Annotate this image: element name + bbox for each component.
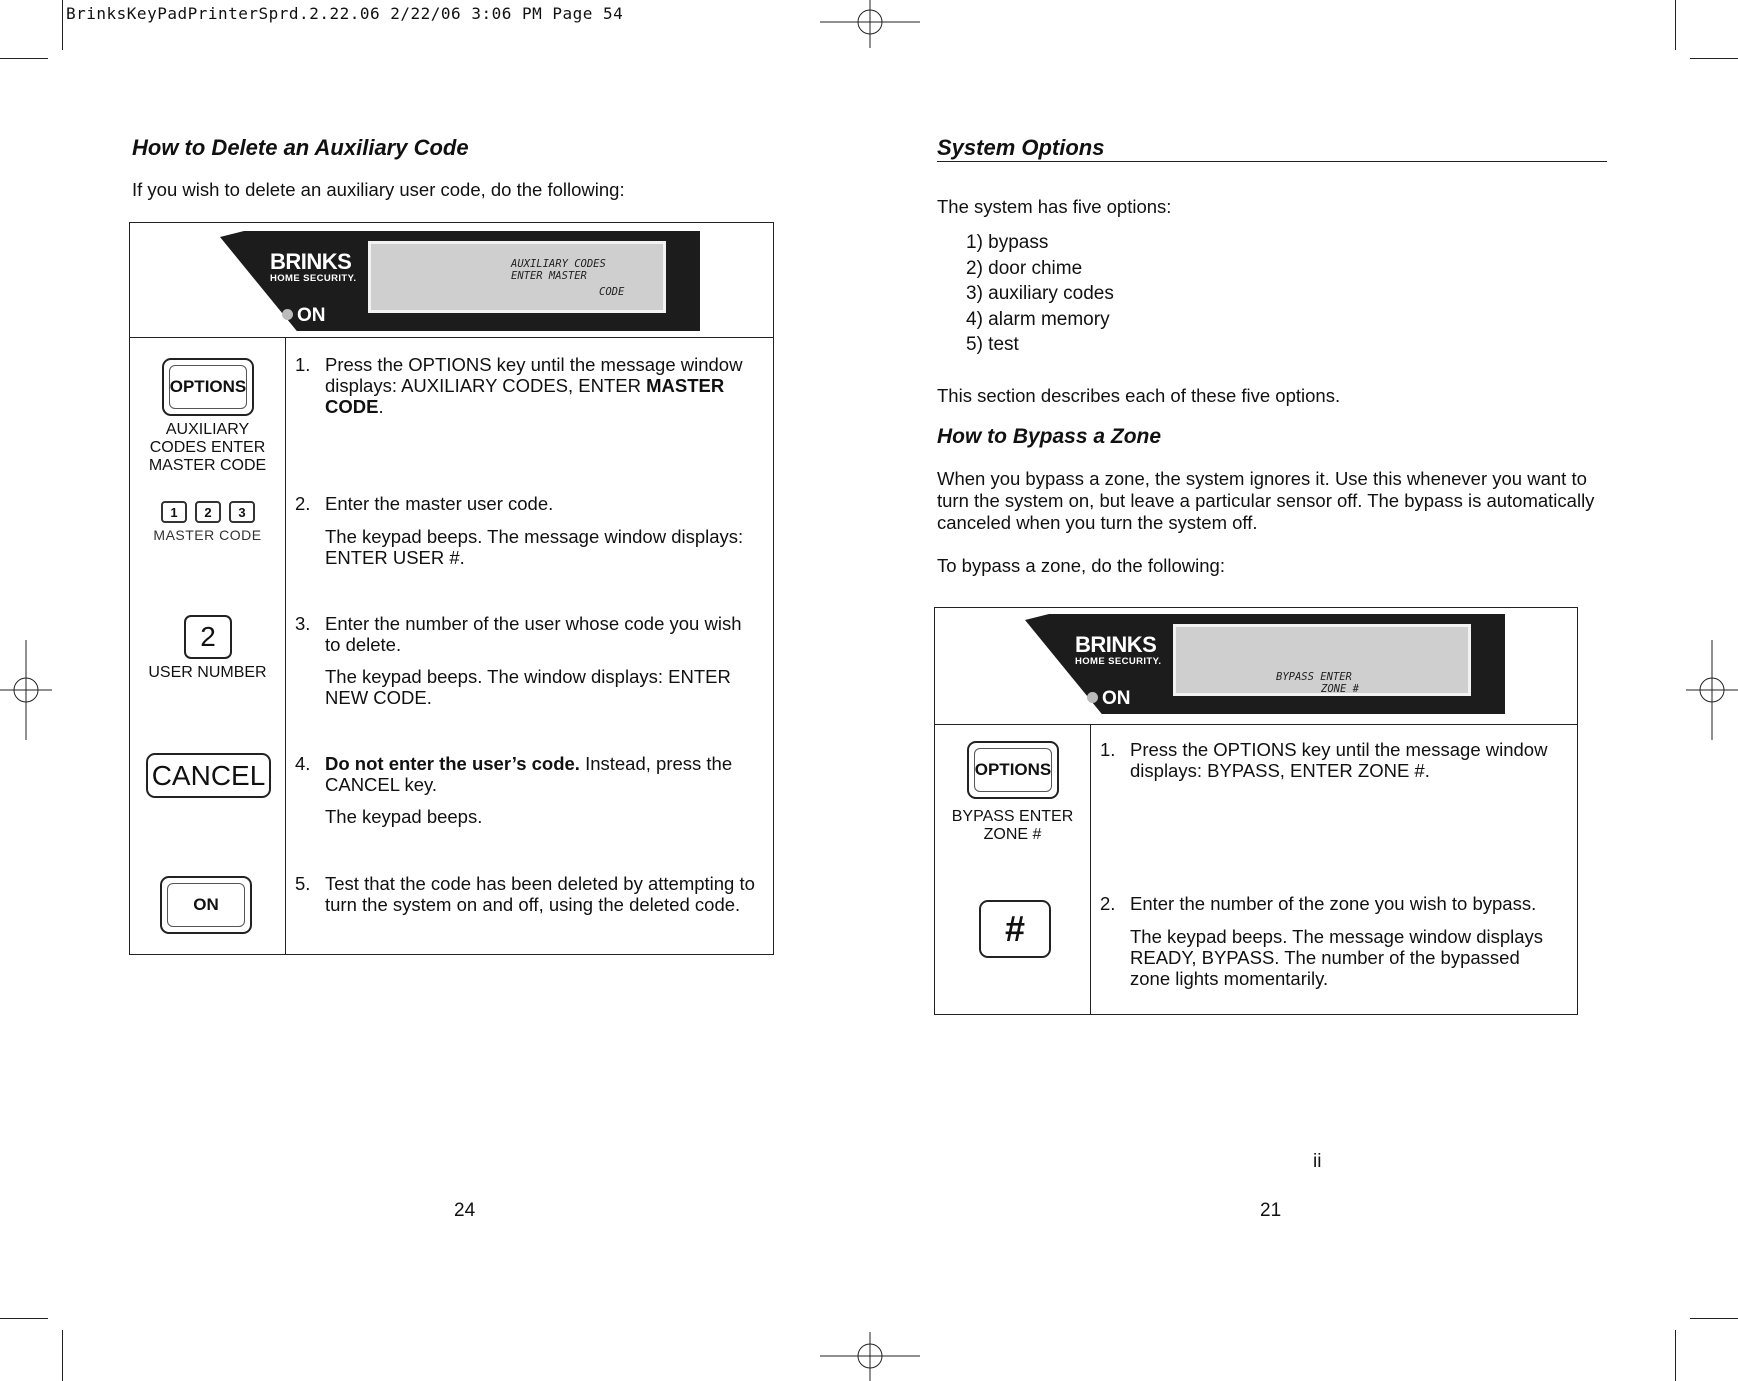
lcd-line-2: ENTER MASTER [511, 270, 587, 282]
step-1-text: Press the OPTIONS key until the message window displays: AUXILIARY CODES, ENTER MASTER CODE. [325, 354, 743, 417]
cancel-key[interactable]: CANCEL [146, 753, 271, 798]
brinks-logo: BRINKS [1075, 632, 1157, 657]
step-4-text: Do not enter the user’s code. Instead, press the CANCEL key. [325, 753, 733, 795]
option-item: 2) door chime [966, 257, 1083, 279]
lcd-line-2: ZONE # [1321, 683, 1359, 695]
bypass-description: When you bypass a zone, the system ignores it. Use this whenever you want to turn the system on, but leave a particular sensor off. The bypass is automatically canceled when you turn the system off. [937, 468, 1595, 533]
brinks-logo-sub: HOME SECURITY. [1075, 656, 1162, 667]
options-caption: AUXILIARY CODES ENTER MASTER CODE [148, 421, 267, 474]
lcd-window [368, 241, 666, 313]
user-number-key[interactable]: 2 [184, 615, 232, 659]
delete-aux-table [129, 222, 774, 955]
option-item: 5) test [966, 334, 1019, 355]
delete-aux-intro: If you wish to delete an auxiliary user code, do the following: [132, 179, 625, 200]
section-note: This section describes each of these five options. [937, 385, 1341, 406]
option-item: 1) bypass [966, 232, 1049, 253]
system-options-heading: System Options [937, 135, 1105, 160]
bypass-intro: To bypass a zone, do the following: [937, 555, 1225, 576]
step-1-number: 1. [295, 354, 311, 375]
step-5-text: Test that the code has been deleted by attempting to turn the system on and off, using the deleted code. [325, 873, 755, 915]
step-3-text: Enter the number of the user whose code you wish to delete. [325, 613, 742, 655]
lcd-line-1: AUXILIARY CODES [511, 258, 606, 270]
bypass-step-2-text: Enter the number of the zone you wish to bypass. [1130, 893, 1537, 914]
bypass-step-1-text: Press the OPTIONS key until the message window displays: BYPASS, ENTER ZONE #. [1130, 739, 1548, 781]
bypass-step-2-note: The keypad beeps. The message window displays READY, BYPASS. The number of the bypassed zone lights momentarily. [1130, 926, 1544, 989]
option-item: 3) auxiliary codes [966, 283, 1114, 304]
step-3-number: 3. [295, 613, 311, 634]
bypass-table [934, 607, 1578, 1015]
step-2-number: 2. [295, 493, 311, 514]
lcd-line-1: BYPASS ENTER [1276, 671, 1352, 683]
brinks-logo-sub: HOME SECURITY. [270, 273, 357, 284]
option-item: 4) alarm memory [966, 308, 1110, 330]
left-page-number: 24 [454, 1200, 476, 1221]
step-5-number: 5. [295, 873, 311, 894]
delete-aux-heading: How to Delete an Auxiliary Code [132, 135, 469, 160]
bypass-caption: BYPASS ENTER ZONE # [951, 808, 1074, 843]
step-2-text: Enter the master user code. [325, 493, 554, 514]
key-2[interactable]: 2 [195, 501, 221, 523]
bypass-heading: How to Bypass a Zone [937, 425, 1162, 448]
brinks-logo: BRINKS [270, 249, 352, 274]
options-key[interactable]: OPTIONS [967, 741, 1059, 799]
on-key[interactable]: ON [160, 876, 252, 934]
user-number-caption: USER NUMBER [148, 664, 267, 681]
keypad-display [1025, 614, 1505, 714]
options-key[interactable]: OPTIONS [162, 358, 254, 416]
lcd-window [1173, 624, 1471, 696]
master-code-caption: MASTER CODE [153, 527, 262, 543]
roman-page-number: ii [1313, 1151, 1322, 1172]
pound-key[interactable]: # [979, 900, 1051, 958]
lcd-line-3: CODE [599, 286, 625, 298]
step-2-note: The keypad beeps. The message window displays: ENTER USER #. [325, 526, 744, 568]
step-4-number: 4. [295, 753, 311, 774]
printer-slug: BrinksKeyPadPrinterSprd.2.22.06 2/22/06 3:06 PM Page 54 [66, 4, 624, 23]
step-3-note: The keypad beeps. The window displays: ENTER NEW CODE. [325, 666, 731, 708]
step-4-note: The keypad beeps. [325, 806, 483, 827]
heading-rule [937, 161, 1607, 162]
key-1[interactable]: 1 [161, 501, 187, 523]
options-list [966, 230, 1114, 358]
bypass-step-1-number: 1. [1100, 739, 1116, 760]
options-intro: The system has five options: [937, 196, 1172, 217]
on-indicator: ON [282, 305, 326, 327]
on-indicator: ON [1087, 688, 1131, 710]
keypad-display [220, 231, 700, 331]
bypass-step-2-number: 2. [1100, 893, 1116, 914]
key-3[interactable]: 3 [229, 501, 255, 523]
right-page-number: 21 [1260, 1200, 1282, 1221]
